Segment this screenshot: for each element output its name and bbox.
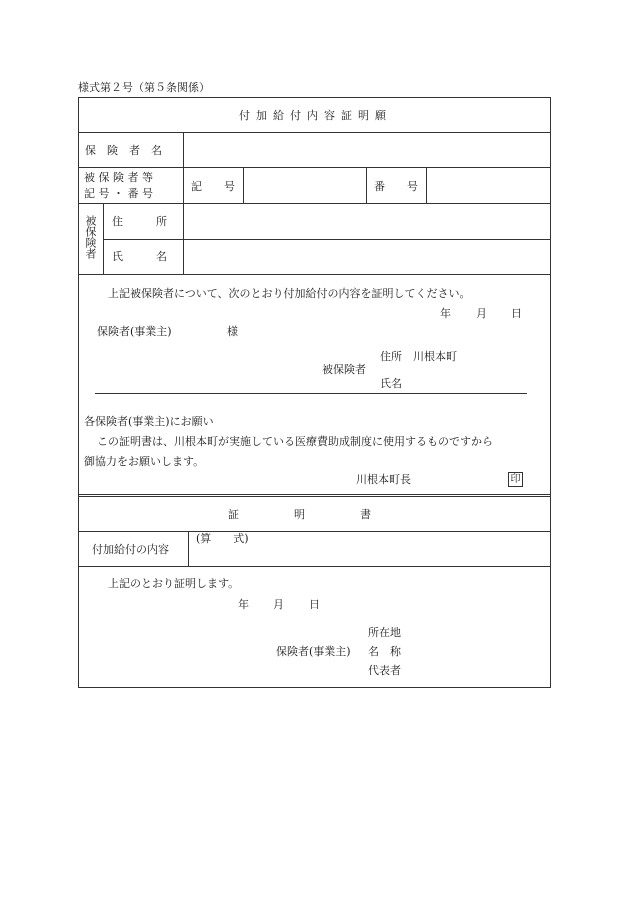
divider [78,274,551,275]
divider [366,167,367,203]
certificate-date-day: 日 [309,598,320,611]
request-insured-person: 被保険者 [322,363,366,376]
form-number: 様式第２号（第５条関係） [78,81,210,94]
certificate-title: 証 明 書 [228,508,371,521]
location-label: 所在地 [368,626,401,639]
number-label: 番 号 [374,180,418,193]
notice-line2: 御協力をお願いします。 [84,455,205,468]
notice-heading: 各保険者(事業主)にお願い [84,415,214,428]
divider [78,566,551,567]
certificate-insurer-employer: 保険者(事業主) [276,645,351,658]
symbol-field[interactable] [244,168,365,202]
certificate-date-month: 月 [273,598,284,611]
name-label: 氏 名 [112,250,167,263]
request-name: 氏名 [380,377,402,390]
request-date-day: 日 [511,307,522,320]
insurer-name-field[interactable] [184,133,550,167]
insurer-name-label: 保 険 者 名 [85,144,162,157]
request-honorific: 様 [227,325,238,338]
company-name-label: 名 称 [368,645,401,658]
certificate-statement: 上記のとおり証明します。 [108,577,240,590]
address-field[interactable] [184,204,550,238]
insured-person-label: 被保険者 [84,215,97,259]
notice-line1: この証明書は、川根本町が実施している医療費助成制度に使用するものですから [97,435,493,448]
divider [78,494,551,495]
insured-number-label-line1: 被 保 険 者 等 [84,171,153,184]
request-statement: 上記被保険者について、次のとおり付加給付の内容を証明してください。 [108,287,471,300]
form-title: 付加給付内容証明願 [239,109,392,122]
benefit-content-field[interactable] [189,532,550,565]
benefit-content-label: 付加給付の内容 [92,543,169,556]
request-date-month: 月 [476,307,487,320]
certificate-date-year: 年 [238,598,249,611]
divider [78,496,551,497]
address-label: 住 所 [112,215,167,228]
insured-number-label-line2: 記 号 ・ 番 号 [84,187,153,200]
symbol-label: 記 号 [191,180,235,193]
name-field[interactable] [184,240,550,274]
seal-mark: 印 [508,472,523,487]
request-address: 住所 川根本町 [380,350,457,363]
divider [103,203,104,274]
request-date-year: 年 [440,307,451,320]
divider [95,393,527,394]
number-field[interactable] [427,168,550,202]
request-insurer-employer: 保険者(事業主) [97,325,172,338]
representative-label: 代表者 [368,664,401,677]
calculation-label: (算 式) [196,532,249,545]
mayor-title: 川根本町長 [356,473,411,486]
